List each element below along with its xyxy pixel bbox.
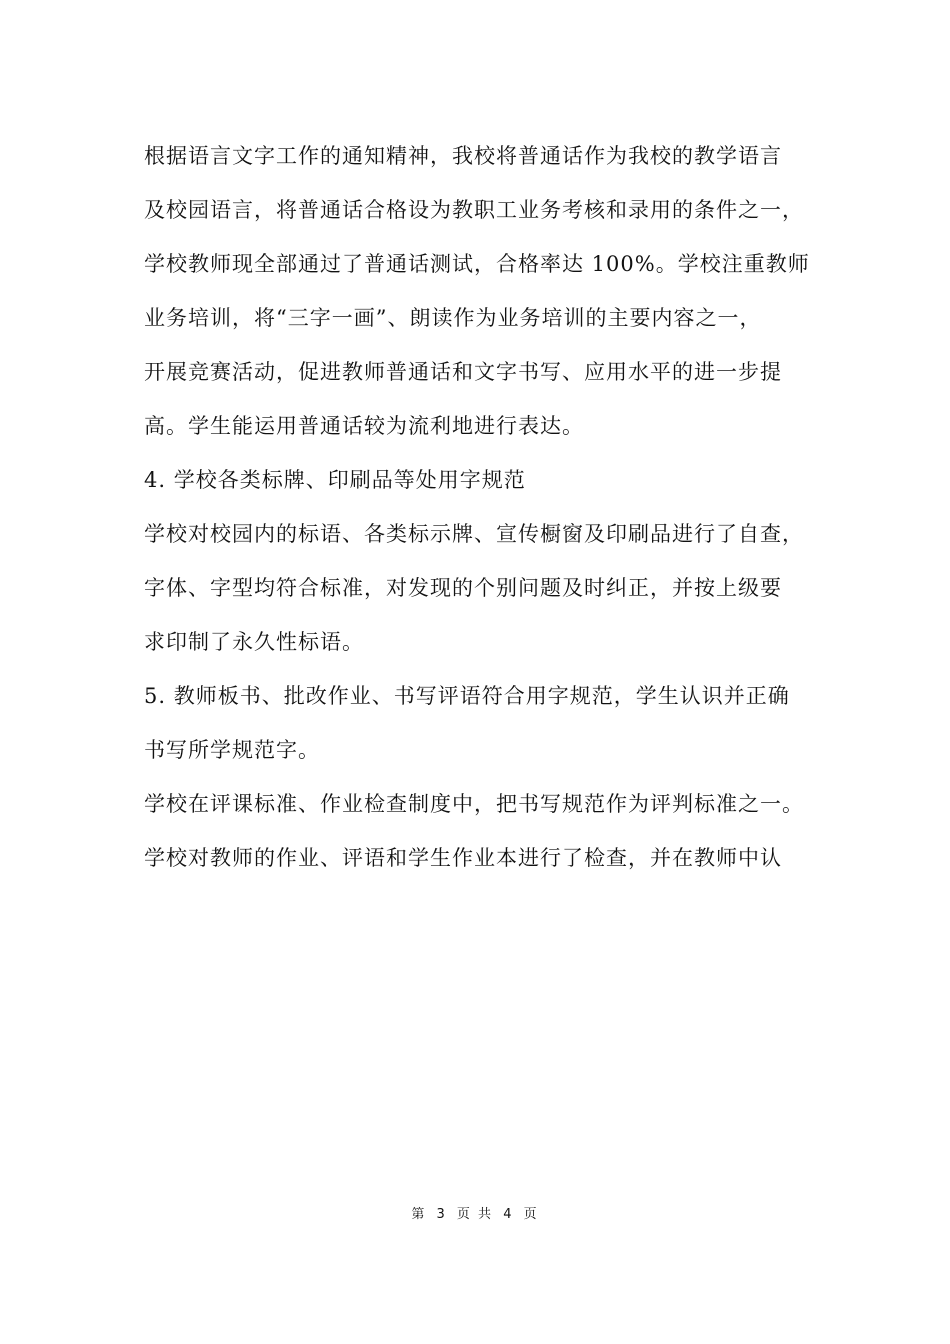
section-heading: 5. 教师板书、批改作业、书写评语符合用字规范，学生认识并正确 [144,684,790,708]
text-line: 学校教师现全部通过了普通话测试，合格率达 100%。学校注重教师 [144,252,810,276]
footer-suffix: 页 [523,1207,539,1222]
page-footer [0,1203,950,1222]
text-line: 及校园语言，将普通话合格设为教职工业务考核和录用的条件之一， [144,198,804,222]
text-line: 业务培训，将“三字一画”、朗读作为业务培训的主要内容之一， [144,306,762,330]
text-line: 高。学生能运用普通话较为流利地进行表达。 [144,414,584,438]
footer-prefix: 第 [411,1207,427,1222]
text-line: 求印制了永久性标语。 [144,630,364,654]
text-line: 学校在评课标准、作业检查制度中，把书写规范作为评判标准之一。 [144,792,804,816]
footer-middle: 页 共 [456,1207,494,1222]
document-body [144,133,834,889]
text-line: 开展竞赛活动，促进教师普通话和文字书写、应用水平的进一步提 [144,360,782,384]
text-line: 书写所学规范字。 [144,738,320,762]
current-page-number: 3 [436,1207,447,1222]
total-pages-number: 4 [503,1207,514,1222]
text-line: 学校对教师的作业、评语和学生作业本进行了检查，并在教师中认 [144,846,782,870]
section-heading: 4. 学校各类标牌、印刷品等处用字规范 [144,468,526,492]
text-line: 学校对校园内的标语、各类标示牌、宣传橱窗及印刷品进行了自查， [144,522,804,546]
text-line: 字体、字型均符合标准，对发现的个别问题及时纠正，并按上级要 [144,576,782,600]
text-line: 根据语言文字工作的通知精神，我校将普通话作为我校的教学语言 [144,144,782,168]
